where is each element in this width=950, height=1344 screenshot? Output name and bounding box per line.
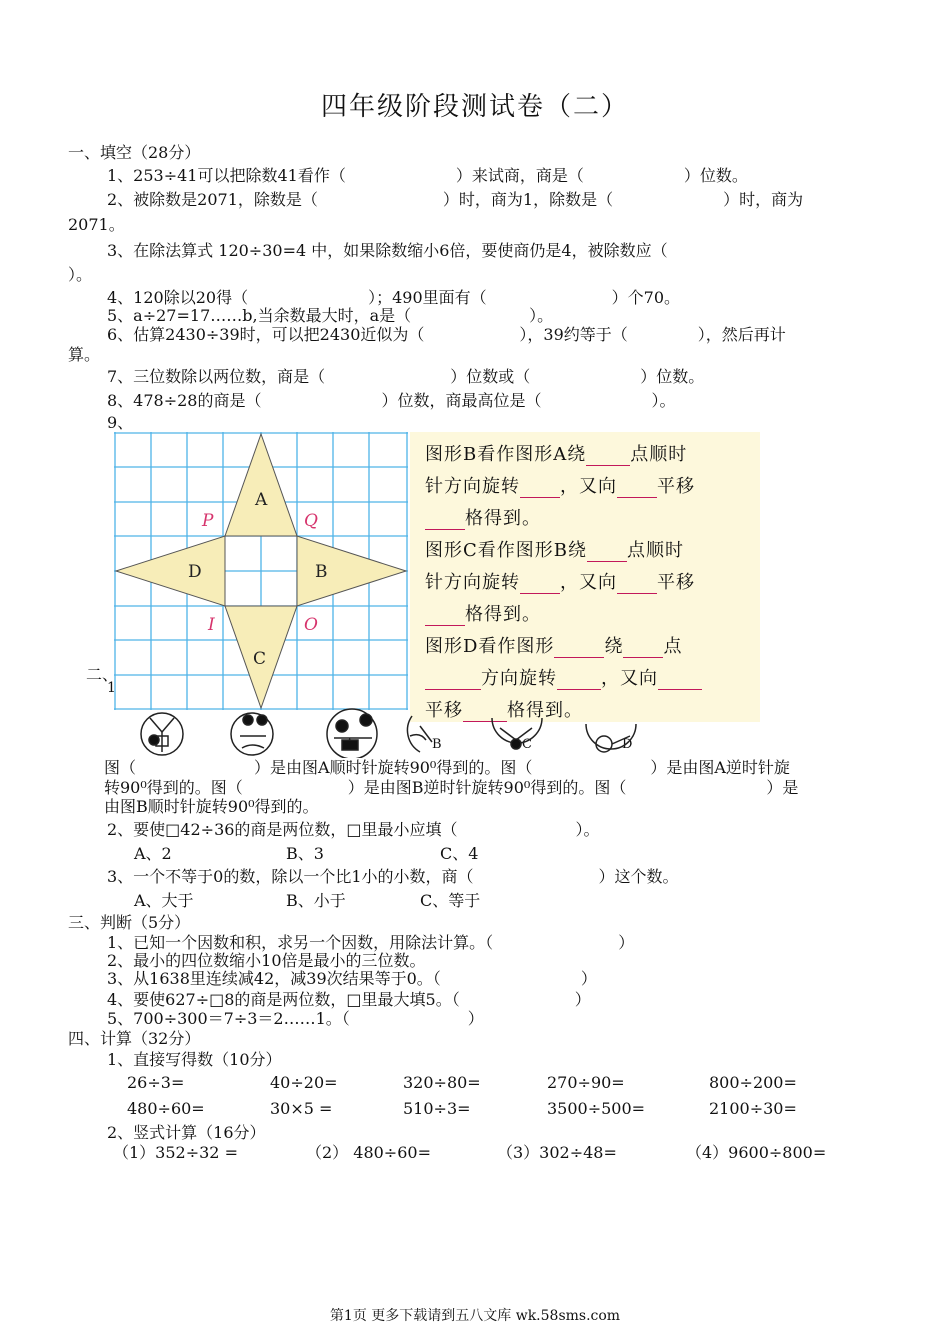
- question-2-2: 2、要使□42÷36的商是两位数，□里最小应填（ ）。: [107, 820, 600, 839]
- section-2-heading-fragment: 二、: [86, 665, 119, 684]
- icon-original: [141, 713, 183, 755]
- calc-2-2: 30×5 =: [270, 1099, 333, 1118]
- q2-3-option-c: C、等于: [420, 891, 481, 910]
- rotation-icons-row: [130, 706, 770, 758]
- rotation-grid-figure: [114, 432, 408, 710]
- question-2-1-line-1: 图（ ）是由图A顺时针旋转90⁰得到的。图（ ）是由图A逆时针旋: [104, 758, 790, 777]
- page-footer: 第1页 更多下载请到五八文库 wk.58sms.com: [329, 1308, 621, 1324]
- section-4-heading: 四、计算（32分）: [68, 1029, 201, 1048]
- question-2-1-line-2: 转90⁰得到的。图（ ）是由图B逆时针旋转90⁰得到的。图（ ）是: [104, 778, 799, 797]
- question-1-2: 2、被除数是2071，除数是（ ）时，商为1，除数是（ ）时，商为: [107, 190, 804, 209]
- judge-item-5: 5、700÷300＝7÷3＝2……1。（ ）: [107, 1009, 484, 1028]
- q2-2-option-b: B、3: [286, 844, 324, 863]
- q2-2-option-c: C、4: [440, 844, 479, 863]
- vertical-calc-3: （3）302÷48=: [497, 1143, 617, 1162]
- calc-1-4: 270÷90=: [547, 1073, 625, 1092]
- question-1-4: 4、120除以20得（ ）；490里面有（ ）个70。: [107, 288, 681, 307]
- question-1-3-cont: ）。: [68, 265, 93, 284]
- calc-2-4: 3500÷500=: [547, 1099, 646, 1118]
- calc-1-2: 40÷20=: [270, 1073, 338, 1092]
- icon-a: [231, 713, 273, 755]
- question-1-5: 5、a÷27=17……b,当余数最大时，a是（ ）。: [107, 306, 554, 325]
- icon-label-b: B: [432, 737, 442, 752]
- question-1-9: 9、: [107, 413, 134, 432]
- question-1-1: 1、253÷41可以把除数41看作（ ）来试商，商是（ ）位数。: [107, 166, 748, 185]
- calc-1-3: 320÷80=: [403, 1073, 481, 1092]
- section-3-heading: 三、判断（5分）: [68, 913, 191, 932]
- q2-2-option-a: A、2: [134, 844, 172, 863]
- q2-3-option-a: A、大于: [134, 891, 194, 910]
- label-b: B: [315, 562, 328, 582]
- icon-b: [327, 709, 377, 758]
- question-1-6-cont: 算。: [68, 345, 101, 364]
- figure-instruction-panel: 图形B看作图形A绕 点顺时 针方向旋转 ，又向 平移 格得到。 图形C看作图形B绕 点顺时 针方向旋转 ，又向 平移 格得到。 图形D看作图形 绕 点 方向旋转 ，又向 平移 格得到。: [410, 432, 760, 722]
- sub-heading-vertical: 2、竖式计算（16分）: [107, 1123, 266, 1142]
- label-i: I: [208, 615, 215, 635]
- question-2-1-line-3: 由图B顺时针旋转90⁰得到的。: [104, 797, 319, 816]
- label-p: P: [202, 511, 214, 531]
- question-1-8: 8、478÷28的商是（ ）位数，商最高位是（ ）。: [107, 391, 676, 410]
- icon-label-c: C: [522, 737, 532, 752]
- question-1-7: 7、三位数除以两位数，商是（ ）位数或（ ）位数。: [107, 367, 705, 386]
- judge-item-3: 3、从1638里连续减42，减39次结果等于0。（ ）: [107, 969, 597, 988]
- label-c: C: [253, 649, 267, 669]
- judge-item-1: 1、已知一个因数和积，求另一个因数，用除法计算。（ ）: [107, 933, 635, 952]
- vertical-calc-2: （2） 480÷60=: [306, 1143, 431, 1162]
- calc-2-1: 480÷60=: [127, 1099, 205, 1118]
- judge-item-4: 4、要使627÷□8的商是两位数，□里最大填5。（ ）: [107, 990, 591, 1009]
- vertical-calc-1: （1）352÷32 =: [113, 1143, 238, 1162]
- page-title: 四年级阶段测试卷（二）: [320, 92, 629, 122]
- calc-1-5: 800÷200=: [709, 1073, 797, 1092]
- section-2-bracket-fragment: 1: [107, 680, 116, 696]
- icon-d: [492, 718, 542, 749]
- vertical-calc-4: （4）9600÷800=: [686, 1143, 827, 1162]
- sub-heading-direct: 1、直接写得数（10分）: [107, 1050, 282, 1069]
- label-q: Q: [304, 511, 318, 531]
- icon-label-d: D: [622, 737, 633, 752]
- section-1-heading: 一、填空（28分）: [68, 143, 201, 162]
- icon-c: [407, 716, 432, 752]
- question-2-3: 3、一个不等于0的数，除以一个比1小的小数，商（ ）这个数。: [107, 867, 679, 886]
- label-d: D: [188, 562, 202, 582]
- label-o: O: [304, 615, 318, 635]
- question-1-2-cont: 2071。: [68, 215, 125, 234]
- label-a: A: [255, 490, 268, 510]
- calc-2-3: 510÷3=: [403, 1099, 471, 1118]
- calc-2-5: 2100÷30=: [709, 1099, 797, 1118]
- calc-1-1: 26÷3=: [127, 1073, 185, 1092]
- q2-3-option-b: B、小于: [286, 891, 346, 910]
- question-1-3: 3、在除法算式 120÷30=4 中，如果除数缩小6倍，要使商仍是4，被除数应（: [107, 241, 668, 260]
- question-1-6: 6、估算2430÷39时，可以把2430近似为（ ），39约等于（ ），然后再计: [107, 325, 786, 344]
- judge-item-2: 2、最小的四位数缩小10倍是最小的三位数。: [107, 951, 426, 970]
